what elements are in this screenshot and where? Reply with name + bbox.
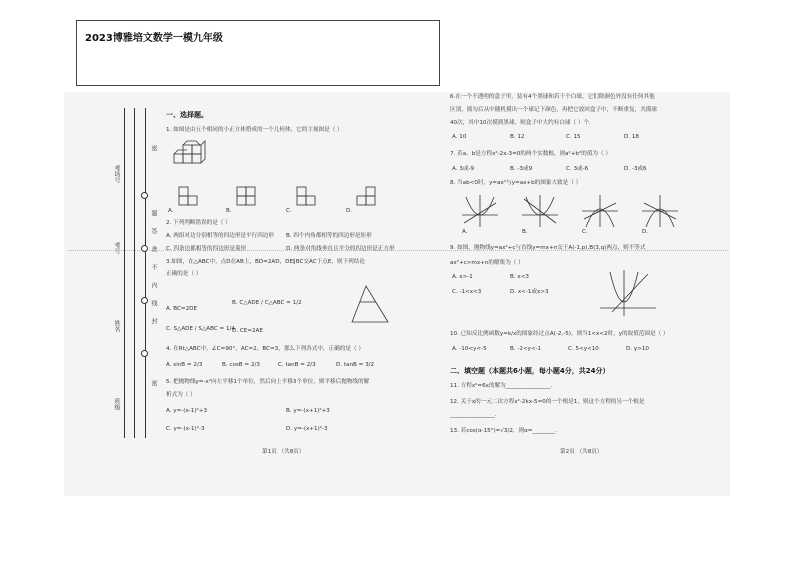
option-10d[interactable]: D. y>10 — [626, 346, 649, 352]
option-9d[interactable]: D. x<-1或x>3 — [510, 289, 549, 295]
option-5c[interactable]: C. y=-(x-1)²-3 — [166, 426, 205, 432]
option-3c[interactable]: C. S△ADE / S△ABC = 1/4 — [166, 326, 235, 332]
option-1c-label[interactable]: C. — [286, 208, 292, 214]
option-5d[interactable]: D. y=-(x+1)²-3 — [286, 426, 328, 432]
option-6a[interactable]: A. 10 — [452, 134, 467, 140]
question-12: 12. 关于x的一元二次方程x²-2kx-5=0的一个根是1，则这个方程的另一个根是 — [450, 399, 645, 405]
option-9c[interactable]: C. -1<x<3 — [452, 289, 482, 295]
question-6-cont: 区别，摇匀后从中随机摸出一个球记下颜色，再把它放回盒子中，不断重复，共摸球 — [450, 107, 657, 113]
page-footer-right: 第2页 （共8页） — [560, 449, 603, 455]
option-7a[interactable]: A. 3或-9 — [452, 166, 475, 172]
option-8d-label[interactable]: D. — [642, 229, 649, 235]
binding-hole — [141, 192, 148, 199]
question-6: 6.在一个不透明的盒子里，装有4个黑球和若干个白球，它们除颜色外没有任何其他 — [450, 94, 655, 100]
seal-char: 答 — [150, 228, 157, 234]
parabola-line-figure — [598, 268, 658, 318]
option-5a[interactable]: A. y=-(x-1)²+3 — [166, 408, 208, 414]
question-5: 5. 把抛物线y=-x²向左平移1个单位，然后向上平移3个单位，则平移后抛物线的解 — [166, 379, 370, 385]
binding-line — [134, 108, 135, 438]
option-1a-figure — [178, 186, 200, 206]
option-1c-figure — [296, 186, 318, 206]
option-5b[interactable]: B. y=-(x+1)²+3 — [286, 408, 330, 414]
question-8: 8. 当ab<0时，y=ax²与y=ax+b的图象大致是（ ） — [450, 180, 582, 186]
section-title-fill: 二、填空题（本题共6小题，每小题4分，共24分） — [450, 367, 610, 375]
question-7: 7. 若a、b是方程x²-2x-3=0的两个实数根，则a²+b²的值为（ ） — [450, 151, 611, 157]
title-box — [76, 20, 440, 86]
question-9: 9. 如图，抛物线y=ax²+c与直线y=mx+n交于A(-1,p),B(3,q)两点，则不等式 — [450, 245, 646, 251]
question-1: 1. 如图是由五个相同的小正方体搭成的一个几何体，它的主视图是（ ） — [166, 127, 343, 133]
option-2a[interactable]: A. 两组对边分别相等的四边形是平行四边形 — [166, 233, 274, 239]
option-3d[interactable]: D. CE=2AE — [232, 328, 263, 334]
question-11: 11. 方程x²=6x的解为________________. — [450, 383, 553, 389]
option-1d-figure — [356, 186, 378, 206]
cube-figure — [170, 140, 210, 172]
option-4b[interactable]: B. cosB = 2/3 — [222, 362, 260, 368]
option-1b-figure — [236, 186, 258, 206]
option-6c[interactable]: C. 15 — [566, 134, 581, 140]
question-6-cont2: 40次，其中10次摸到黑球，则盒子中大约有白球（ ）个. — [450, 120, 591, 126]
option-8d-graph — [640, 193, 680, 229]
question-10: 10. 已知反比例函数y=k/x的图象经过点A(-2,-5)，则当1<x<2时，y的取值范围是（ ） — [450, 331, 669, 337]
option-9b[interactable]: B. x<3 — [510, 274, 529, 280]
option-8c-graph — [580, 193, 620, 229]
option-7d[interactable]: D. -3或6 — [624, 166, 647, 172]
question-2: 2. 下列判断错误的是（ ） — [166, 220, 231, 226]
option-8b-graph — [520, 193, 560, 229]
seal-char: 准 — [150, 246, 157, 252]
option-10b[interactable]: B. -2<y<-1 — [510, 346, 542, 352]
option-1a-label[interactable]: A. — [168, 208, 174, 214]
label-name: 姓名 — [113, 320, 120, 332]
option-1d-label[interactable]: D. — [346, 208, 353, 214]
option-2c[interactable]: C. 四条边都相等的四边形是菱形 — [166, 246, 247, 252]
option-1b-label[interactable]: B. — [226, 208, 232, 214]
question-4: 4. 在Rt△ABC中，∠C=90°，AC=2，BC=3，那么下列各式中，正确的是（ ） — [166, 346, 364, 352]
seal-char: 线 — [150, 300, 157, 306]
option-9a[interactable]: A. x>-1 — [452, 274, 473, 280]
option-8a-graph — [460, 193, 500, 229]
option-6b[interactable]: B. 12 — [510, 134, 525, 140]
seal-char: 封 — [150, 318, 157, 324]
seal-char: 内 — [150, 282, 157, 288]
option-7c[interactable]: C. 3或-6 — [566, 166, 589, 172]
option-2b[interactable]: B. 四个内角都相等的四边形是矩形 — [286, 233, 372, 239]
question-9-cont: ax²+c>mx+n的解集为（ ） — [450, 260, 524, 266]
option-2d[interactable]: D. 两条对角线垂直且平分的四边形是正方形 — [286, 246, 395, 252]
option-4a[interactable]: A. sinB = 2/3 — [166, 362, 203, 368]
question-12-cont: ________________. — [450, 412, 497, 418]
option-4d[interactable]: D. tanB = 3/2 — [336, 362, 375, 368]
option-3a[interactable]: A. BC=2DE — [166, 306, 198, 312]
binding-line — [145, 108, 146, 438]
option-7b[interactable]: B. -3或9 — [510, 166, 533, 172]
page-title: 2023博雅培文数学一模九年级 — [85, 33, 223, 44]
option-8a-label[interactable]: A. — [462, 229, 468, 235]
section-title-choice: 一、选择题。 — [166, 111, 208, 119]
question-5-cont: 析式为（ ） — [166, 392, 196, 398]
triangle-figure — [344, 282, 394, 328]
binding-hole — [141, 350, 148, 357]
option-6d[interactable]: D. 18 — [624, 134, 639, 140]
option-8b-label[interactable]: B. — [522, 229, 528, 235]
seal-char: 密 — [150, 380, 157, 386]
seal-char: 不 — [150, 264, 157, 270]
seal-char: 密 — [150, 145, 157, 151]
option-10a[interactable]: A. -10<y<-5 — [452, 346, 487, 352]
page-footer-left: 第1页 （共8页） — [262, 449, 305, 455]
seal-char: 题 — [150, 210, 157, 216]
label-exam-number: 考号 — [113, 242, 120, 254]
option-10c[interactable]: C. 5<y<10 — [568, 346, 599, 352]
question-13: 13. 若cos(α-15°)=√3/2，则α=________. — [450, 428, 557, 434]
option-4c[interactable]: C. tanB = 2/3 — [278, 362, 316, 368]
binding-line — [124, 108, 125, 438]
option-3b[interactable]: B. C△ADE / C△ABC = 1/2 — [232, 300, 302, 306]
label-exam-room: 考场号 — [113, 165, 120, 183]
option-8c-label[interactable]: C. — [582, 229, 588, 235]
question-3-cont: 正确的是（ ） — [166, 271, 202, 277]
label-class: 班级 — [113, 398, 120, 410]
binding-hole — [141, 297, 148, 304]
question-3: 3.如图，在△ABC中，点D在AB上，BD=2AD，DE∥BC交AC于点E，则下列结论 — [166, 259, 365, 265]
